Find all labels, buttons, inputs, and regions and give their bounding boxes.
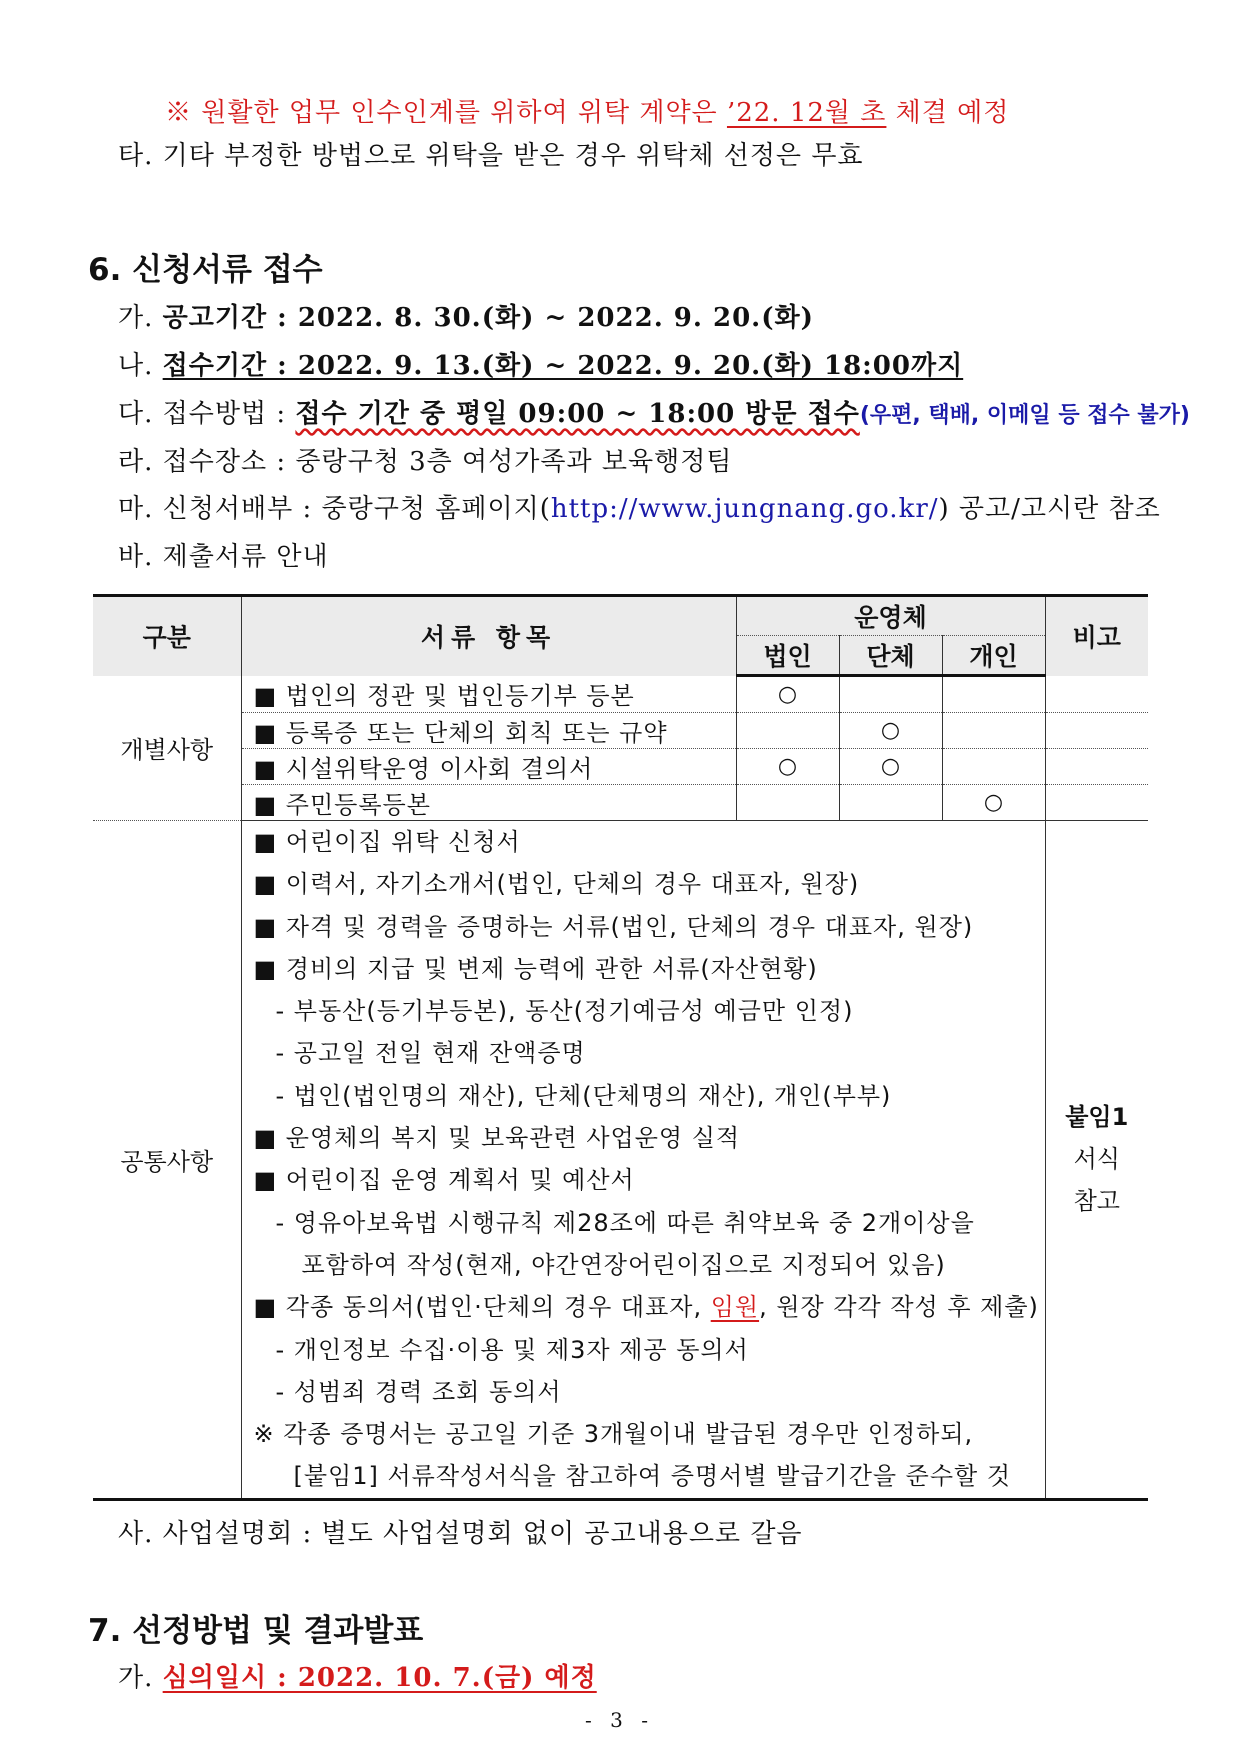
common-category: 공통사항 [93, 821, 241, 1500]
list-item: - 성범죄 경력 조회 동의서 [275, 1377, 562, 1406]
list-item: - 법인(법인명의 재산), 단체(단체명의 재산), 개인(부부) [275, 1081, 892, 1110]
individual-category: 개별사항 [93, 676, 241, 821]
reception-method-note: (우편, 택배, 이메일 등 접수 불가) [859, 403, 1190, 428]
group-mark [839, 676, 942, 713]
consent-item [254, 1286, 1045, 1328]
item-ma-suffix: ) 공고/고시란 참조 [938, 494, 1161, 524]
reception-period: 접수기간 : 2022. 9. 13.(화) ~ 2022. 9. 20.(화) 18:00까지 [162, 351, 964, 381]
list-item: ■ 어린이집 운영 계획서 및 예산서 [253, 1166, 635, 1195]
corp-mark: ○ [736, 676, 839, 713]
common-items [241, 821, 1045, 1500]
note-item: ※ 각종 증명서는 공고일 기준 3개월이내 발급된 경우만 인정하되, [253, 1420, 974, 1449]
individual-mark [942, 676, 1045, 713]
remark-reference: 참고 [1073, 1187, 1120, 1216]
announcement-period: 공고기간 : 2022. 8. 30.(화) ~ 2022. 9. 20.(화) [162, 303, 814, 333]
list-item: 포함하여 작성(현재, 야간연장어린이집으로 지정되어 있음) [301, 1250, 946, 1279]
homepage-link[interactable]: http://www.jungnang.go.kr/ [550, 494, 939, 524]
consent-officer: 임원 [710, 1293, 760, 1322]
list-item: - 부동산(등기부등본), 동산(정기예금성 예금만 인정) [275, 997, 854, 1026]
contract-note [165, 92, 1009, 129]
item-ga-label: 가. [118, 303, 163, 333]
document-item: ■ 주민등록등본 [241, 785, 736, 821]
item-ga-label: 가. [118, 1663, 163, 1693]
page-number: - 3 - [585, 1708, 654, 1732]
table-row [93, 785, 1148, 821]
table-row [93, 713, 1148, 749]
list-item: ■ 자격 및 경력을 증명하는 서류(법인, 단체의 경우 대표자, 원장) [253, 912, 974, 941]
item-na-label: 나. [118, 351, 163, 381]
review-date: 심의일시 : 2022. 10. 7.(금) 예정 [162, 1663, 597, 1693]
reception-method: 접수 기간 중 평일 09:00 ~ 18:00 방문 접수 [295, 399, 860, 429]
item-sa-briefing: 사. 사업설명회 : 별도 사업설명회 없이 공고내용으로 갈음 [118, 1519, 803, 1549]
remark-cell [1045, 749, 1148, 785]
document-item: ■ 등록증 또는 단체의 회칙 또는 규약 [241, 713, 736, 749]
remark-form: 서식 [1073, 1145, 1120, 1174]
header-operator: 운영체 [736, 596, 1045, 636]
group-mark: ○ [839, 713, 942, 749]
group-mark: ○ [839, 749, 942, 785]
document-item: ■ 시설위탁운영 이사회 결의서 [241, 749, 736, 785]
section-6-title: 6. 신청서류 접수 [88, 252, 323, 288]
list-item: ■ 경비의 지급 및 변제 능력에 관한 서류(자산현황) [253, 954, 818, 983]
individual-mark [942, 749, 1045, 785]
item-ga-period [118, 297, 814, 334]
header-category: 구분 [93, 596, 241, 676]
remark-attachment: 붙임1 [1065, 1103, 1129, 1132]
remark-cell [1045, 676, 1148, 713]
corp-mark: ○ [736, 749, 839, 785]
remark-cell [1045, 713, 1148, 749]
contract-note-date: ’22. 12월 초 [726, 98, 887, 128]
item-na-period [118, 345, 963, 382]
contract-note-text: ※ 원활한 업무 인수인계를 위하여 위탁 계약은 [165, 98, 727, 128]
document-item: ■ 법인의 정관 및 법인등기부 등본 [241, 676, 736, 713]
list-item: ■ 운영체의 복지 및 보육관련 사업운영 실적 [253, 1124, 741, 1153]
list-item: ■ 이력서, 자기소개서(법인, 단체의 경우 대표자, 원장) [253, 870, 860, 899]
item-da-method [118, 393, 1190, 430]
header-remark: 비고 [1045, 596, 1148, 676]
item-ga-review [118, 1657, 597, 1694]
header-individual: 개인 [942, 636, 1045, 676]
note-item: [붙임1] 서류작성서식을 참고하여 증명서별 발급기간을 준수할 것 [293, 1462, 1012, 1491]
header-items: 서류 항목 [241, 596, 736, 676]
remark-cell [1045, 785, 1148, 821]
individual-mark: ○ [942, 785, 1045, 821]
list-item: - 공고일 전일 현재 잔액증명 [275, 1039, 586, 1068]
section-7-title: 7. 선정방법 및 결과발표 [88, 1613, 424, 1649]
table-row [93, 676, 1148, 713]
item-ba-documents: 바. 제출서류 안내 [118, 542, 329, 572]
individual-mark [942, 713, 1045, 749]
item-da-label: 다. 접수방법 : [118, 399, 296, 429]
table-row [93, 749, 1148, 785]
documents-table [93, 594, 1148, 1501]
corp-mark [736, 713, 839, 749]
list-item: - 영유아보육법 시행규칙 제28조에 따른 취약보육 중 2개이상을 [275, 1208, 975, 1237]
group-mark [839, 785, 942, 821]
list-item: - 개인정보 수집·이용 및 제3자 제공 동의서 [275, 1335, 749, 1364]
table-row-common [93, 821, 1148, 1500]
list-item: ■ 어린이집 위탁 신청서 [253, 828, 521, 856]
corp-mark [736, 785, 839, 821]
consent-text: ■ 각종 동의서(법인·단체의 경우 대표자, [253, 1293, 711, 1322]
header-group: 단체 [839, 636, 942, 676]
item-ra-place: 라. 접수장소 : 중랑구청 3층 여성가족과 보육행정팀 [118, 447, 733, 477]
contract-note-suffix: 체결 예정 [886, 98, 1010, 128]
remark-cell-common [1045, 821, 1148, 1500]
item-ma-text: 마. 신청서배부 : 중랑구청 홈페이지( [118, 494, 551, 524]
item-ta: 타. 기타 부정한 방법으로 위탁을 받은 경우 위탁체 선정은 무효 [118, 141, 864, 171]
item-ma-distribution [118, 488, 1161, 525]
header-corp: 법인 [736, 636, 839, 676]
consent-suffix: , 원장 각각 작성 후 제출) [759, 1293, 1039, 1322]
